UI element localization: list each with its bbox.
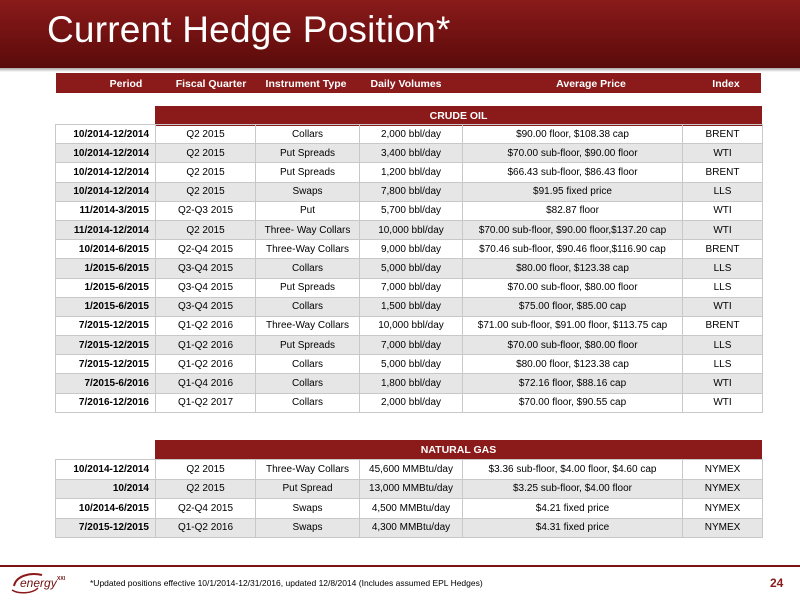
cell-daily-volume: 1,200 bbl/day [360, 163, 463, 182]
cell-period: 1/2015-6/2015 [56, 278, 156, 297]
cell-average-price: $70.00 floor, $90.55 cap [463, 393, 683, 412]
cell-fiscal-quarter: Q1-Q2 2016 [156, 316, 256, 335]
logo-text: energy [20, 576, 57, 590]
cell-average-price: $70.46 sub-floor, $90.46 floor,$116.90 cap [463, 240, 683, 259]
cell-average-price: $82.87 floor [463, 201, 683, 220]
cell-fiscal-quarter: Q2-Q4 2015 [156, 499, 256, 519]
cell-average-price: $4.31 fixed price [463, 518, 683, 538]
cell-index: WTI [683, 374, 763, 393]
cell-daily-volume: 9,000 bbl/day [360, 240, 463, 259]
cell-period: 11/2014-3/2015 [56, 201, 156, 220]
table-row [56, 201, 763, 220]
cell-daily-volume: 2,000 bbl/day [360, 125, 463, 144]
cell-period: 7/2015-6/2016 [56, 374, 156, 393]
cell-index: BRENT [683, 240, 763, 259]
header-daily-volumes: Daily Volumes [370, 78, 442, 90]
cell-instrument-type: Collars [256, 393, 360, 412]
cell-instrument-type: Put Spreads [256, 163, 360, 182]
table-row [56, 220, 763, 239]
table-row [56, 518, 763, 538]
cell-period: 11/2014-12/2014 [56, 220, 156, 239]
cell-fiscal-quarter: Q3-Q4 2015 [156, 297, 256, 316]
cell-average-price: $70.00 sub-floor, $90.00 floor,$137.20 cap [463, 220, 683, 239]
cell-instrument-type: Swaps [256, 499, 360, 519]
cell-daily-volume: 5,000 bbl/day [360, 259, 463, 278]
cell-index: WTI [683, 220, 763, 239]
cell-average-price: $71.00 sub-floor, $91.00 floor, $113.75 cap [463, 316, 683, 335]
cell-instrument-type: Three-Way Collars [256, 460, 360, 480]
cell-instrument-type: Collars [256, 374, 360, 393]
cell-average-price: $90.00 floor, $108.38 cap [463, 125, 683, 144]
natural-gas-rows [56, 460, 763, 538]
header-average-price: Average Price [556, 78, 626, 90]
cell-index: NYMEX [683, 518, 763, 538]
cell-instrument-type: Three-Way Collars [256, 316, 360, 335]
logo-superscript: XXI [57, 576, 66, 582]
cell-daily-volume: 45,600 MMBtu/day [360, 460, 463, 480]
table-row [56, 393, 763, 412]
cell-fiscal-quarter: Q1-Q2 2016 [156, 336, 256, 355]
cell-fiscal-quarter: Q1-Q2 2016 [156, 355, 256, 374]
cell-instrument-type: Collars [256, 297, 360, 316]
cell-daily-volume: 3,400 bbl/day [360, 144, 463, 163]
cell-fiscal-quarter: Q1-Q2 2017 [156, 393, 256, 412]
footnote: *Updated positions effective 10/1/2014-12/31/2016, updated 12/8/2014 (Includes assumed EPL Hedges) [90, 578, 483, 588]
cell-period: 1/2015-6/2015 [56, 297, 156, 316]
cell-index: BRENT [683, 316, 763, 335]
section-header-natural-gas: NATURAL GAS [155, 440, 762, 460]
cell-average-price: $3.25 sub-floor, $4.00 floor [463, 479, 683, 499]
cell-daily-volume: 10,000 bbl/day [360, 316, 463, 335]
cell-instrument-type: Swaps [256, 182, 360, 201]
table-row [56, 499, 763, 519]
table-row [56, 240, 763, 259]
crude-oil-table [55, 124, 763, 413]
table-row [56, 144, 763, 163]
cell-period: 10/2014-12/2014 [56, 182, 156, 201]
cell-daily-volume: 13,000 MMBtu/day [360, 479, 463, 499]
cell-daily-volume: 4,500 MMBtu/day [360, 499, 463, 519]
cell-fiscal-quarter: Q2 2015 [156, 479, 256, 499]
cell-period: 10/2014 [56, 479, 156, 499]
cell-average-price: $70.00 sub-floor, $80.00 floor [463, 278, 683, 297]
cell-index: LLS [683, 278, 763, 297]
cell-instrument-type: Three- Way Collars [256, 220, 360, 239]
cell-index: WTI [683, 201, 763, 220]
cell-index: BRENT [683, 125, 763, 144]
cell-period: 7/2016-12/2016 [56, 393, 156, 412]
cell-instrument-type: Three-Way Collars [256, 240, 360, 259]
cell-fiscal-quarter: Q2 2015 [156, 460, 256, 480]
header-fiscal-quarter: Fiscal Quarter [175, 78, 247, 90]
cell-index: WTI [683, 393, 763, 412]
cell-period: 10/2014-12/2014 [56, 460, 156, 480]
cell-daily-volume: 2,000 bbl/day [360, 393, 463, 412]
crude-oil-rows [56, 125, 763, 413]
cell-instrument-type: Put Spreads [256, 336, 360, 355]
cell-daily-volume: 7,000 bbl/day [360, 278, 463, 297]
cell-average-price: $80.00 floor, $123.38 cap [463, 355, 683, 374]
footer-divider [0, 565, 800, 567]
cell-period: 10/2014-12/2014 [56, 163, 156, 182]
page-number: 24 [770, 576, 784, 590]
cell-fiscal-quarter: Q1-Q2 2016 [156, 518, 256, 538]
cell-index: NYMEX [683, 499, 763, 519]
cell-index: WTI [683, 144, 763, 163]
title-bar [0, 0, 800, 68]
cell-fiscal-quarter: Q3-Q4 2015 [156, 259, 256, 278]
cell-index: NYMEX [683, 479, 763, 499]
cell-period: 1/2015-6/2015 [56, 259, 156, 278]
section-header-crude-oil: CRUDE OIL [155, 106, 762, 126]
cell-average-price: $80.00 floor, $123.38 cap [463, 259, 683, 278]
cell-daily-volume: 10,000 bbl/day [360, 220, 463, 239]
cell-instrument-type: Put Spreads [256, 278, 360, 297]
cell-index: LLS [683, 336, 763, 355]
cell-index: LLS [683, 182, 763, 201]
cell-average-price: $70.00 sub-floor, $90.00 floor [463, 144, 683, 163]
table-row [56, 182, 763, 201]
table-row [56, 163, 763, 182]
cell-period: 10/2014-6/2015 [56, 240, 156, 259]
cell-fiscal-quarter: Q2 2015 [156, 220, 256, 239]
header-period: Period [109, 78, 143, 90]
table-row [56, 316, 763, 335]
cell-period: 7/2015-12/2015 [56, 355, 156, 374]
cell-instrument-type: Collars [256, 259, 360, 278]
cell-average-price: $72.16 floor, $88.16 cap [463, 374, 683, 393]
cell-instrument-type: Collars [256, 125, 360, 144]
table-row [56, 278, 763, 297]
table-row [56, 374, 763, 393]
cell-daily-volume: 5,700 bbl/day [360, 201, 463, 220]
table-row [56, 297, 763, 316]
energy-xxi-logo [8, 566, 83, 596]
cell-instrument-type: Put Spread [256, 479, 360, 499]
cell-fiscal-quarter: Q2 2015 [156, 125, 256, 144]
cell-fiscal-quarter: Q2-Q3 2015 [156, 201, 256, 220]
cell-fiscal-quarter: Q2 2015 [156, 182, 256, 201]
cell-instrument-type: Collars [256, 355, 360, 374]
cell-fiscal-quarter: Q1-Q4 2016 [156, 374, 256, 393]
cell-average-price: $75.00 floor, $85.00 cap [463, 297, 683, 316]
cell-instrument-type: Put Spreads [256, 144, 360, 163]
table-row [56, 460, 763, 480]
cell-average-price: $70.00 sub-floor, $80.00 floor [463, 336, 683, 355]
cell-period: 7/2015-12/2015 [56, 336, 156, 355]
cell-fiscal-quarter: Q2 2015 [156, 163, 256, 182]
table-row [56, 336, 763, 355]
cell-daily-volume: 7,000 bbl/day [360, 336, 463, 355]
table-row [56, 125, 763, 144]
header-index: Index [712, 78, 740, 90]
cell-daily-volume: 5,000 bbl/day [360, 355, 463, 374]
cell-instrument-type: Put [256, 201, 360, 220]
cell-fiscal-quarter: Q3-Q4 2015 [156, 278, 256, 297]
cell-period: 10/2014-12/2014 [56, 144, 156, 163]
cell-period: 7/2015-12/2015 [56, 316, 156, 335]
cell-daily-volume: 1,500 bbl/day [360, 297, 463, 316]
natural-gas-table [55, 459, 763, 538]
cell-period: 10/2014-12/2014 [56, 125, 156, 144]
cell-period: 7/2015-12/2015 [56, 518, 156, 538]
cell-average-price: $4.21 fixed price [463, 499, 683, 519]
cell-average-price: $91.95 fixed price [463, 182, 683, 201]
cell-daily-volume: 7,800 bbl/day [360, 182, 463, 201]
cell-index: NYMEX [683, 460, 763, 480]
cell-period: 10/2014-6/2015 [56, 499, 156, 519]
cell-average-price: $3.36 sub-floor, $4.00 floor, $4.60 cap [463, 460, 683, 480]
cell-average-price: $66.43 sub-floor, $86.43 floor [463, 163, 683, 182]
cell-index: LLS [683, 259, 763, 278]
column-header-row [55, 72, 762, 94]
cell-index: WTI [683, 297, 763, 316]
table-row [56, 259, 763, 278]
table-row [56, 355, 763, 374]
page-title: Current Hedge Position* [47, 9, 451, 50]
cell-index: LLS [683, 355, 763, 374]
cell-instrument-type: Swaps [256, 518, 360, 538]
cell-daily-volume: 4,300 MMBtu/day [360, 518, 463, 538]
table-row [56, 479, 763, 499]
header-instrument-type: Instrument Type [265, 78, 347, 90]
cell-daily-volume: 1,800 bbl/day [360, 374, 463, 393]
cell-fiscal-quarter: Q2 2015 [156, 144, 256, 163]
cell-fiscal-quarter: Q2-Q4 2015 [156, 240, 256, 259]
cell-index: BRENT [683, 163, 763, 182]
